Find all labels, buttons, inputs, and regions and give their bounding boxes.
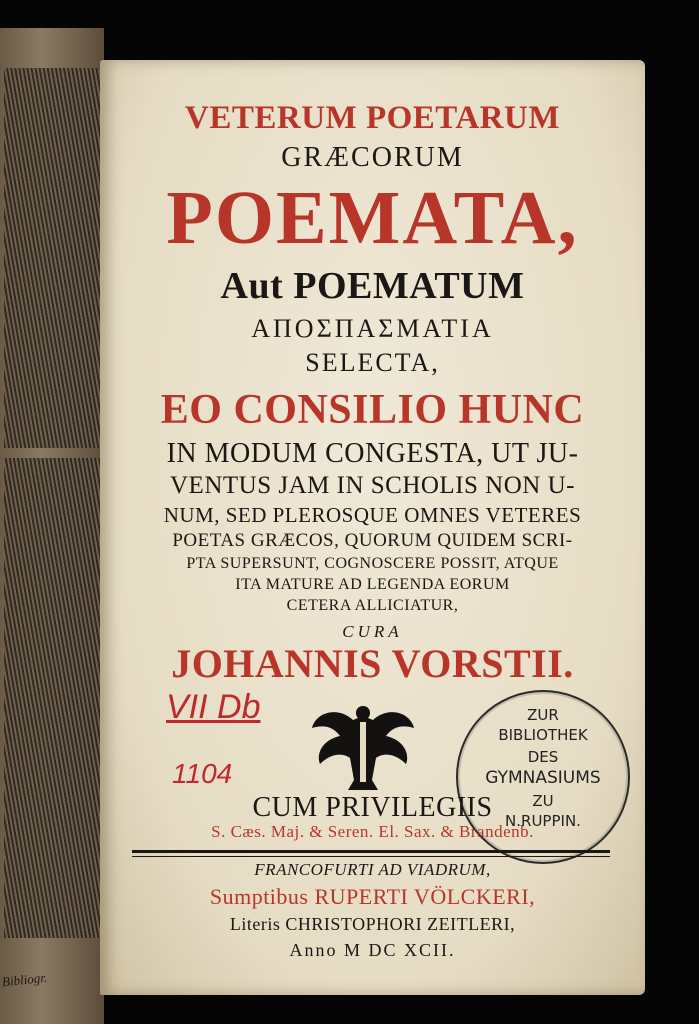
stamp-line-4: GYMNASIUMS: [485, 768, 601, 788]
title-page: [100, 60, 645, 995]
body-line-6: ITA MATURE AD LEGENDA EORUM: [235, 576, 510, 593]
title-line-7: EO CONSILIO HUNC: [160, 387, 585, 433]
cura-label: CURA: [342, 622, 403, 641]
title-line-2: GRÆCORUM: [281, 142, 464, 173]
engraving-lower-panel: [4, 458, 100, 938]
engraving-upper-panel: [4, 68, 100, 448]
title-line-4: Aut POEMATUM: [220, 265, 525, 307]
imprint-rule: [132, 850, 610, 853]
author-name: JOHANNIS VORSTII.: [171, 641, 574, 686]
privilege-line: CUM PRIVILEGIIS: [252, 792, 493, 823]
stamp-line-5: ZU: [532, 792, 554, 810]
stamp-line-3: DES: [527, 748, 559, 766]
privilege-detail: S. Cæs. Maj. & Seren. El. Sax. & Brandenb.: [211, 822, 534, 841]
body-line-1: IN MODUM CONGESTA, UT JU-: [166, 438, 579, 469]
title-line-1: VETERUM POETARUM: [185, 100, 560, 136]
shelfmark-line-1: VII Db: [166, 688, 261, 726]
stamp-line-1: ZUR: [527, 706, 559, 724]
eagle-printer-device: [308, 698, 418, 793]
body-line-5: PTA SUPERSUNT, COGNOSCERE POSSIT, ATQUE: [186, 555, 559, 572]
stamp-line-2: BIBLIOTHEK: [498, 726, 588, 744]
imprint-publisher: Sumptibus RUPERTI VÖLCKERI,: [209, 884, 536, 909]
imprint-printer: Literis CHRISTOPHORI ZEITLERI,: [229, 914, 516, 934]
imprint-rule-thin: [132, 856, 610, 857]
imprint-place: FRANCOFURTI AD VIADRUM,: [254, 860, 491, 879]
engraving-caption: Bibliogr.: [1, 969, 48, 990]
frontispiece-engraving: [0, 28, 104, 1024]
shelfmark-line-2: 1104: [172, 758, 233, 789]
greek-title: ΑΠΟΣΠΑΣΜΑΤΙΑ: [251, 314, 494, 343]
main-title: POEMATA,: [166, 176, 579, 260]
imprint-year: Anno M DC XCII.: [289, 940, 456, 960]
body-line-7: CETERA ALLICIATUR,: [286, 597, 459, 614]
body-line-3: NUM, SED PLEROSQUE OMNES VETERES: [163, 503, 582, 527]
body-line-4: POETAS GRÆCOS, QUORUM QUIDEM SCRI-: [172, 530, 573, 551]
stamp-line-6: N.RUPPIN.: [505, 812, 581, 830]
title-line-6: SELECTA,: [305, 348, 440, 377]
body-line-2: VENTUS JAM IN SCHOLIS NON U-: [170, 472, 575, 499]
